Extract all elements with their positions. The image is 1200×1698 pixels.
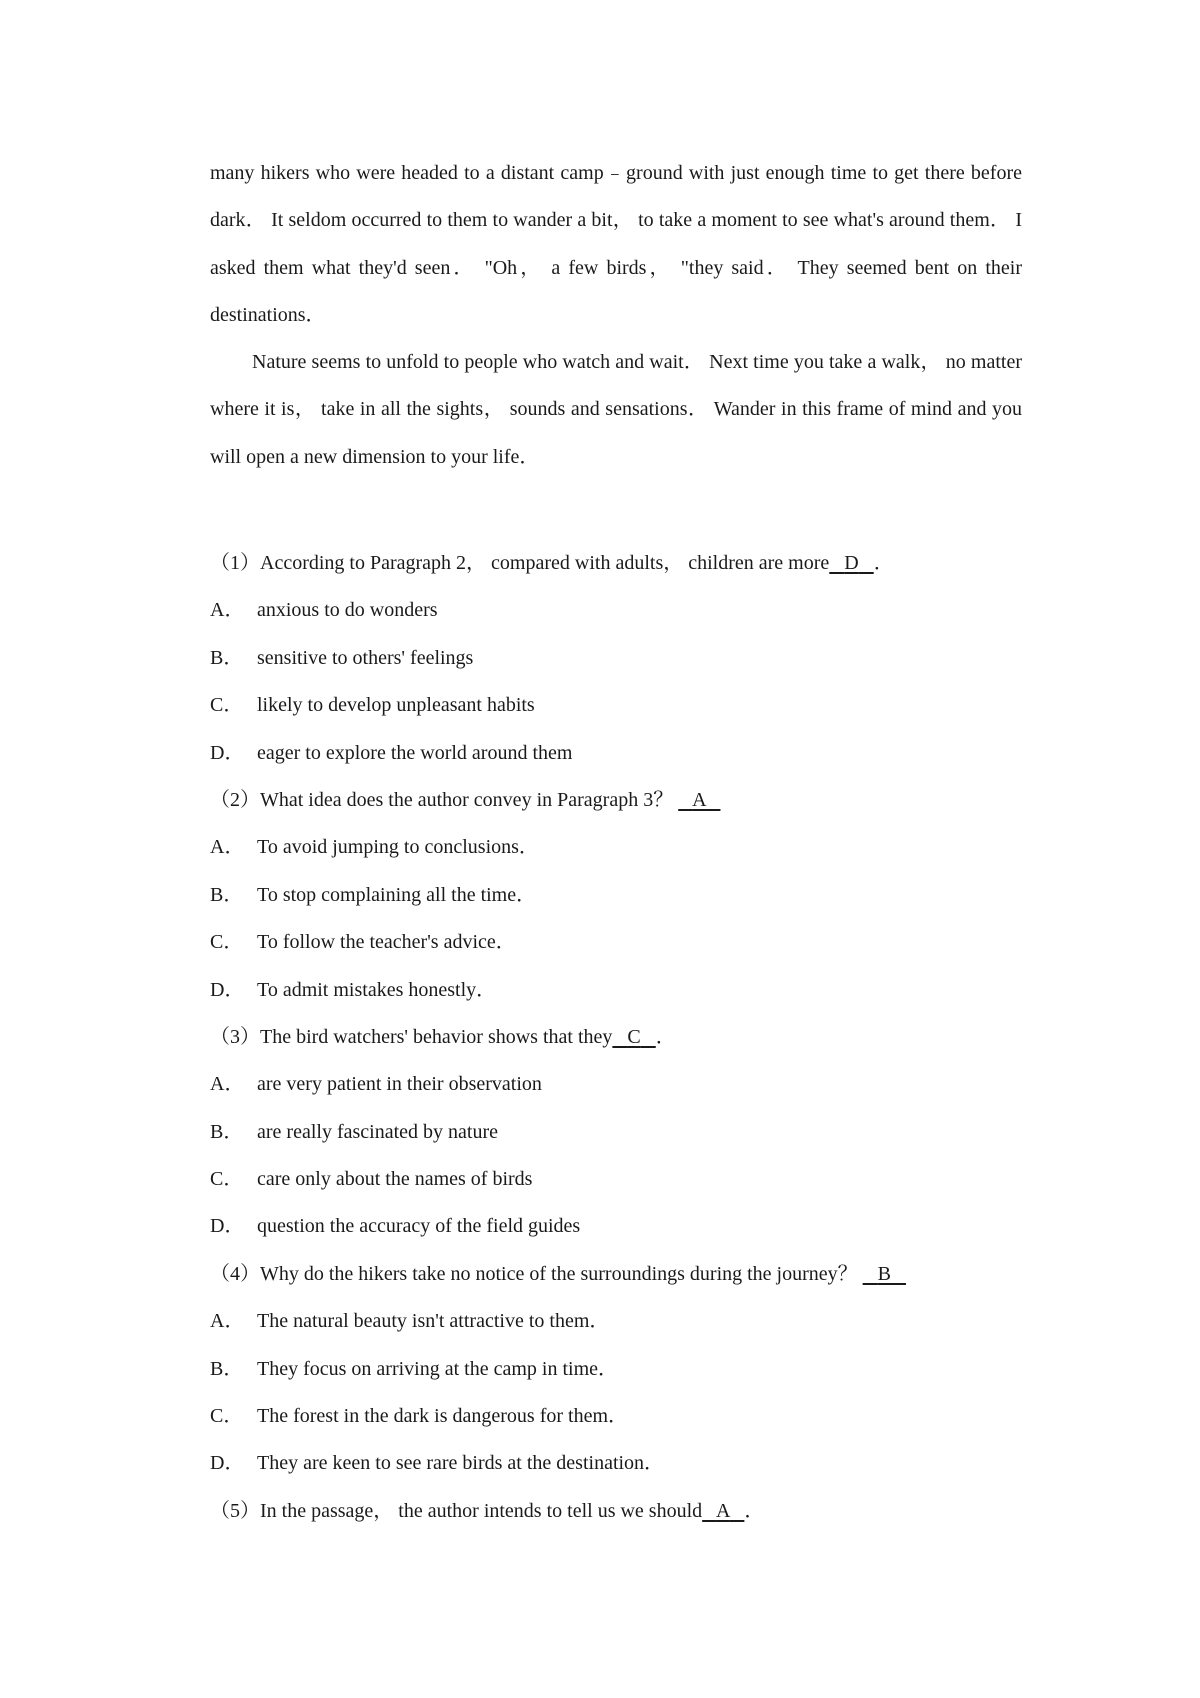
option-letter: B． — [210, 1120, 244, 1143]
answer-option — [210, 1156, 1022, 1203]
answer-option — [210, 872, 1022, 919]
question-number: （1） — [210, 552, 260, 574]
answer-option — [210, 967, 1022, 1014]
question-stem — [210, 540, 1022, 587]
answer-option — [210, 824, 1022, 871]
answer-option — [210, 682, 1022, 729]
answer-option — [210, 1440, 1022, 1487]
option-letter: B． — [210, 646, 244, 669]
option-letter: D． — [210, 978, 245, 1001]
option-letter: A． — [210, 1073, 245, 1096]
passage-paragraph: many hikers who were headed to a distant camp﹣ground with just enough time to get there before dark． It seldom occurred to them to wander a bit， to take a moment to see what's around them． I asked them what they'd seen． "Oh， a few birds， "they said． They seemed bent on their destinations． — [210, 162, 1022, 326]
answer-blank — [702, 1488, 744, 1535]
answer-option — [210, 1298, 1022, 1345]
answer-blank — [612, 1014, 655, 1061]
question-number: （4） — [210, 1262, 260, 1285]
option-letter: B． — [210, 883, 244, 906]
answer-letter: D — [844, 552, 859, 574]
option-text: sensitive to others' feelings — [257, 646, 474, 669]
reading-passage — [210, 150, 1022, 481]
answer-letter: A — [716, 1499, 730, 1522]
question-tail: ． — [655, 1025, 676, 1048]
question-text: In the passage， the author intends to tell us we should — [260, 1499, 703, 1522]
question-stem — [210, 1251, 1022, 1298]
question-tail: ． — [873, 552, 894, 574]
question-text: Why do the hikers take no notice of the surroundings during the journey？ — [260, 1262, 858, 1285]
answer-letter: C — [627, 1025, 641, 1048]
question-number: （5） — [210, 1499, 260, 1522]
answer-blank — [678, 777, 720, 824]
option-letter: D． — [210, 1215, 245, 1238]
option-letter: C． — [210, 1168, 244, 1191]
answer-option — [210, 635, 1022, 682]
option-text: question the accuracy of the field guides — [257, 1215, 581, 1238]
answer-option — [210, 730, 1022, 777]
question-list — [210, 540, 1022, 1535]
question-tail: ． — [744, 1499, 765, 1522]
answer-option — [210, 1393, 1022, 1440]
option-text: To admit mistakes honestly． — [257, 978, 497, 1001]
question-number: （3） — [210, 1025, 260, 1048]
option-letter: A． — [210, 599, 245, 622]
option-letter: C． — [210, 694, 244, 717]
answer-blank — [863, 1251, 906, 1298]
option-letter: B． — [210, 1357, 244, 1380]
answer-option — [210, 919, 1022, 966]
option-text: To avoid jumping to conclusions． — [257, 836, 539, 859]
answer-option — [210, 1109, 1022, 1156]
option-text: anxious to do wonders — [257, 599, 438, 622]
option-text: likely to develop unpleasant habits — [257, 694, 535, 717]
option-text: are very patient in their observation — [257, 1073, 542, 1096]
option-text: They focus on arriving at the camp in time． — [257, 1357, 619, 1380]
question-number: （2） — [210, 788, 260, 811]
question-stem — [210, 1488, 1022, 1535]
option-text: care only about the names of birds — [257, 1168, 533, 1191]
option-text: They are keen to see rare birds at the destination． — [257, 1452, 665, 1475]
answer-blank — [829, 540, 873, 587]
answer-letter: A — [692, 788, 706, 811]
question-stem — [210, 1014, 1022, 1061]
option-text: eager to explore the world around them — [257, 741, 573, 764]
question-stem — [210, 777, 1022, 824]
answer-option — [210, 1061, 1022, 1108]
answer-option — [210, 1203, 1022, 1250]
option-letter: D． — [210, 1452, 245, 1475]
answer-letter: B — [877, 1262, 891, 1285]
question-text: According to Paragraph 2， compared with adults， children are more — [260, 552, 830, 574]
passage-paragraph: Nature seems to unfold to people who watch and wait． Next time you take a walk， no matter where it is， take in all the sights， sounds and sensations． Wander in this frame of mind and you will open a new dimension to your life． — [210, 351, 1022, 468]
option-text: The natural beauty isn't attractive to them． — [257, 1310, 610, 1333]
option-letter: D． — [210, 741, 245, 764]
answer-option — [210, 1346, 1022, 1393]
option-text: The forest in the dark is dangerous for them． — [257, 1405, 629, 1428]
option-letter: C． — [210, 931, 244, 954]
option-letter: A． — [210, 1310, 245, 1333]
option-text: To stop complaining all the time． — [257, 883, 537, 906]
question-text: What idea does the author convey in Paragraph 3？ — [260, 788, 674, 811]
answer-option — [210, 587, 1022, 634]
option-text: To follow the teacher's advice． — [257, 931, 516, 954]
question-text: The bird watchers' behavior shows that they — [260, 1025, 613, 1048]
option-text: are really fascinated by nature — [257, 1120, 498, 1143]
option-letter: A． — [210, 836, 245, 859]
option-letter: C． — [210, 1405, 244, 1428]
